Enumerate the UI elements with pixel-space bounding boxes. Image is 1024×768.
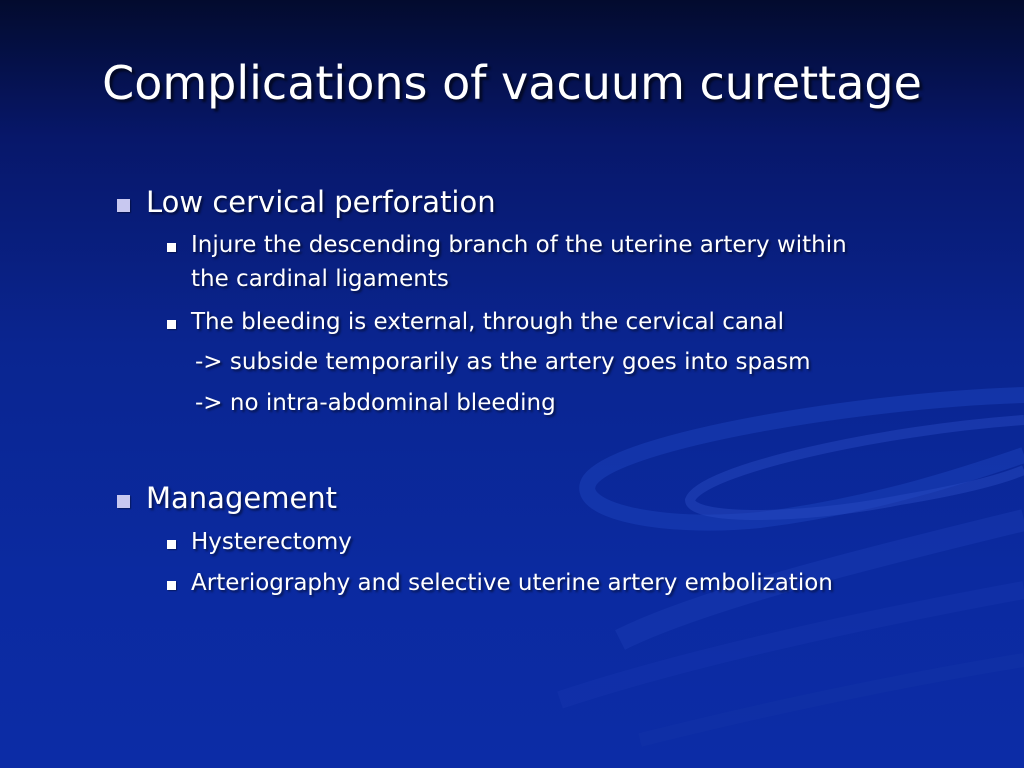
square-bullet-icon <box>167 540 176 549</box>
slide-title: Complications of vacuum curettage <box>102 56 922 110</box>
square-bullet-icon <box>167 243 176 252</box>
square-bullet-icon <box>117 495 130 508</box>
subitem-bleeding-external: The bleeding is external, through the cervical canal <box>191 309 785 335</box>
square-bullet-icon <box>117 199 130 212</box>
subitem-hysterectomy: Hysterectomy <box>191 529 352 555</box>
bullet-heading-management: Management <box>146 481 338 515</box>
subitem-arteriography-embolization: Arteriography and selective uterine artery embolization <box>191 570 833 596</box>
bullet-heading-low-cervical-perforation: Low cervical perforation <box>146 185 496 219</box>
subitem-injure-line1: Injure the descending branch of the uterine artery within <box>191 232 847 258</box>
note-no-intra-abdominal-bleeding: -> no intra-abdominal bleeding <box>195 390 556 416</box>
square-bullet-icon <box>167 320 176 329</box>
subitem-injure-line2: the cardinal ligaments <box>191 266 449 292</box>
square-bullet-icon <box>167 581 176 590</box>
note-subside-spasm: -> subside temporarily as the artery goes into spasm <box>195 349 811 375</box>
